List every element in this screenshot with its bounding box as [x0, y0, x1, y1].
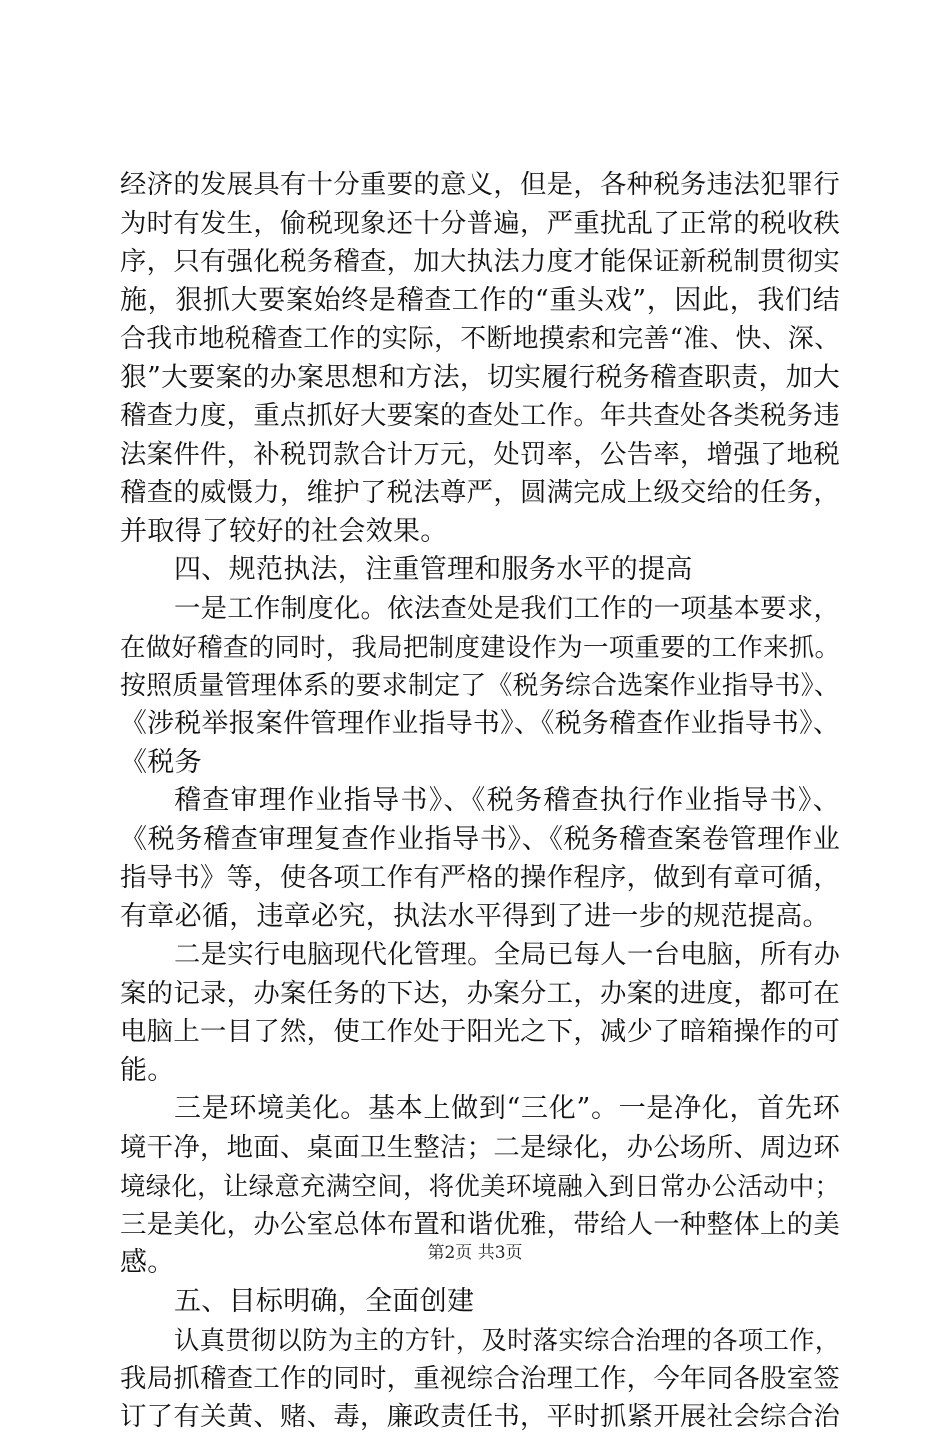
text-line: 为时有发生，偷税现象还十分普遍，严重扰乱了正常的税收秩	[120, 208, 840, 239]
text-line: 境干净，地面、桌面卫生整洁；二是绿化，办公场所、周边环	[120, 1132, 840, 1163]
text-line: 在做好稽查的同时，我局把制度建设作为一项重要的工作来抓。	[120, 632, 841, 662]
text-line: 我局抓稽查工作的同时，重视综合治理工作，今年同各股室签	[120, 1363, 840, 1394]
text-line: 狠”大要案的办案思想和方法，切实履行税务稽查职责，加大	[120, 361, 840, 393]
text-line: 合我市地税稽查工作的实际，不断地摸索和完善“准、快、深、	[120, 324, 841, 354]
page-footer: 第2页 共3页	[427, 1243, 523, 1263]
text-line: 有章必循，违章必究，执法水平得到了进一步的规范提高。	[120, 900, 830, 932]
text-line: 案的记录，办案任务的下达，办案分工，办案的进度，都可在	[120, 978, 840, 1009]
text-line: 按照质量管理体系的要求制定了《税务综合选案作业指导书》、	[120, 670, 840, 701]
text-line: 序，只有强化税务稽查，加大执法力度才能保证新税制贯彻实	[120, 247, 840, 277]
text-line: 电脑上一目了然，使工作处于阳光之下，减少了暗箱操作的可	[120, 1017, 840, 1047]
text-line: 稽查审理作业指导书》、《税务稽查执行作业指导书》、	[174, 785, 840, 816]
text-line: 感。	[120, 1247, 175, 1278]
text-line: 二是实行电脑现代化管理。全局已每人一台电脑，所有办	[174, 940, 841, 970]
text-line: 五、目标明确，全面创建	[174, 1285, 475, 1317]
text-line: 能。	[120, 1054, 175, 1086]
text-line: 四、规范执法，注重管理和服务水平的提高	[174, 554, 693, 585]
text-line: 订了有关黄、赌、毒，廉政责任书，平时抓紧开展社会综合治	[120, 1402, 840, 1432]
text-line: 认真贯彻以防为主的方针，及时落实综合治理的各项工作，	[174, 1325, 841, 1355]
text-line: 指导书》等，使各项工作有严格的操作程序，做到有章可循，	[120, 863, 840, 893]
text-line: 稽查力度，重点抓好大要案的查处工作。年共查处各类税务违	[120, 401, 840, 431]
text-line: 经济的发展具有十分重要的意义，但是，各种税务违法犯罪行	[120, 170, 840, 200]
text-line: 法案件件，补税罚款合计万元，处罚率，公告率，增强了地税	[120, 439, 840, 470]
text-line: 并取得了较好的社会效果。	[120, 515, 448, 547]
text-line: 稽查的威慑力，维护了税法尊严，圆满完成上级交给的任务，	[120, 478, 840, 508]
text-line: 三是环境美化。基本上做到“三化”。一是净化，首先环	[174, 1093, 840, 1124]
text-line: 施，狠抓大要案始终是稽查工作的“重头戏”，因此，我们结	[120, 284, 840, 316]
text-line: 境绿化，让绿意充满空间，将优美环境融入到日常办公活动中；	[120, 1171, 841, 1201]
text-line: 《税务	[120, 746, 202, 778]
text-line: 三是美化，办公室总体布置和谐优雅，带给人一种整体上的美	[120, 1209, 840, 1240]
text-line: 《税务稽查审理复查作业指导书》、《税务稽查案卷管理作业	[120, 823, 840, 855]
text-line: 一是工作制度化。依法查处是我们工作的一项基本要求，	[174, 593, 841, 624]
text-line: 《涉税举报案件管理作业指导书》、《税务稽查作业指导书》、	[120, 708, 840, 739]
